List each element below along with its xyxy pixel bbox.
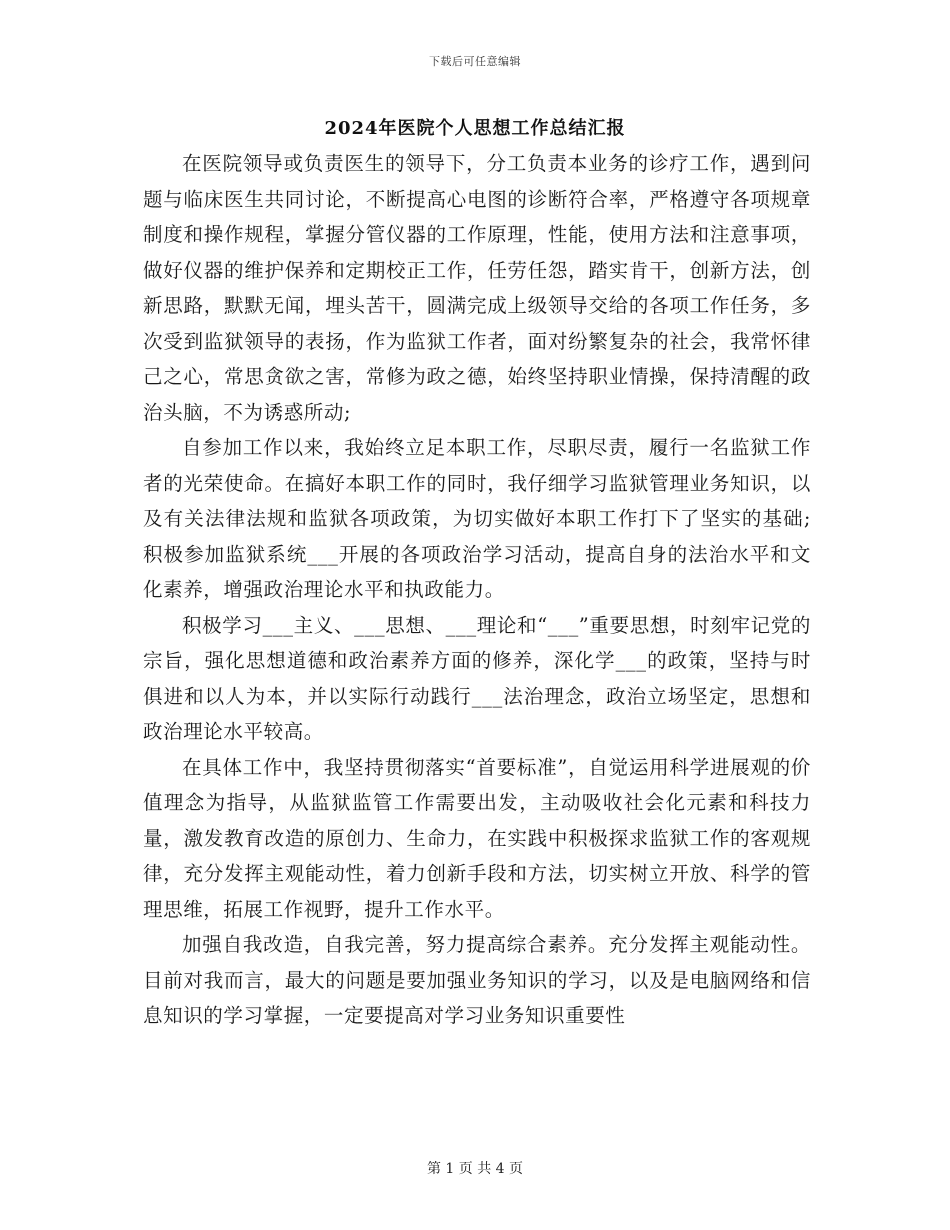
document-body xyxy=(143,146,811,1034)
page-indicator: 第 1 页 共 4 页 xyxy=(426,1161,524,1177)
paragraph-5: 加强自我改造，自我完善，努力提高综合素养。充分发挥主观能动性。目前对我而言，最大的问题是要加强业务知识的学习，以及是电脑网络和信息知识的学习掌握，一定要提高对学习业务知识重要性 xyxy=(143,933,811,1027)
paragraph-3: 积极学习___主义、___思想、___理论和“___”重要思想，时刻牢记党的宗旨，强化思想道德和政治素养方面的修养，深化学___的政策，坚持与时俱进和以人为本，并以实际行动践行___法治理念，政治立场坚定，思想和政治理论水平较高。 xyxy=(143,613,811,743)
header-note: 下载后可任意编辑 xyxy=(429,55,521,68)
document-title: 2024年医院个人思想工作总结汇报 xyxy=(324,118,626,139)
paragraph-2: 自参加工作以来，我始终立足本职工作，尽职尽责，履行一名监狱工作者的光荣使命。在搞好本职工作的同时，我仔细学习监狱管理业务知识，以及有关法律法规和监狱各项政策，为切实做好本职工作打下了坚实的基础;积极参加监狱系统___开展的各项政治学习活动，提高自身的法治水平和文化素养，增强政治理论水平和执政能力。 xyxy=(143,436,811,601)
paragraph-4: 在具体工作中，我坚持贯彻落实“首要标准”，自觉运用科学进展观的价值理念为指导，从监狱监管工作需要出发，主动吸收社会化元素和科技力量，激发教育改造的原创力、生命力，在实践中积极探求监狱工作的客观规律，充分发挥主观能动性，着力创新手段和方法，切实树立开放、科学的管理思维，拓展工作视野，提升工作水平。 xyxy=(143,755,811,921)
paragraph-1: 在医院领导或负责医生的领导下，分工负责本业务的诊疗工作，遇到问题与临床医生共同讨论，不断提高心电图的诊断符合率，严格遵守各项规章制度和操作规程，掌握分管仪器的工作原理，性能，使用方法和注意事项，做好仪器的维护保养和定期校正工作，任劳任怨，踏实肯干，创新方法，创新思路，默默无闻，埋头苦干，圆满完成上级领导交给的各项工作任务，多次受到监狱领导的表扬，作为监狱工作者，面对纷繁复杂的社会，我常怀律己之心，常思贪欲之害，常修为政之德，始终坚持职业情操，保持清醒的政治头脑，不为诱惑所动; xyxy=(143,152,811,424)
